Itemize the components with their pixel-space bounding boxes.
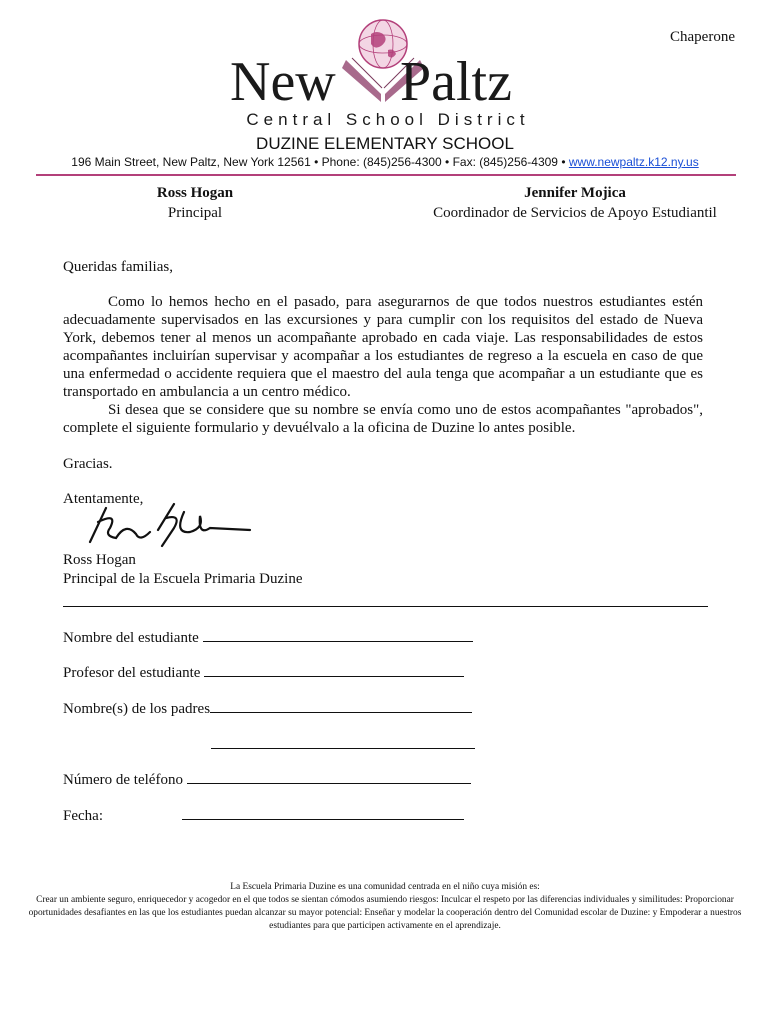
address-line	[0, 155, 770, 169]
student-name-row	[63, 627, 473, 647]
student-name-label: Nombre del estudiante	[63, 630, 199, 646]
date-field[interactable]	[182, 805, 464, 820]
parents-field[interactable]	[210, 698, 472, 713]
mission-intro: La Escuela Primaria Duzine es una comunidad centrada en el niño cuya misión es:	[230, 882, 540, 892]
signer-name: Ross Hogan	[63, 552, 136, 568]
logo-subtitle: Central School District	[246, 110, 530, 129]
phone-field[interactable]	[187, 769, 471, 784]
student-name-field[interactable]	[203, 627, 473, 642]
website-link[interactable]: www.newpaltz.k12.ny.us	[568, 155, 699, 169]
paragraph-1: Como lo hemos hecho en el pasado, para asegurarnos de que todos nuestros estudiantes estén adecuadamente supervisados en las excursiones y para cumplir con los requisitos del estado de Nueva York, debemos tener al menos un acompañante aprobado en cada viaje. Las responsabilidades de estos acompañantes incluirían supervisar y acompañar a los estudiantes de regreso a la escuela en caso de que una enfermedad o accidente requiera que el maestro del aula tenga que acompañar a un estudiante que es transportado en ambulancia a un centro médico.	[63, 294, 703, 400]
header-divider	[36, 174, 736, 176]
parents-label: Nombre(s) de los padres	[63, 701, 211, 717]
principal-name: Ross Hogan	[156, 185, 234, 201]
signer-title: Principal de la Escuela Primaria Duzine	[63, 571, 303, 587]
coordinator-title: Coordinador de Servicios de Apoyo Estudiantil	[433, 205, 717, 221]
principal-block	[110, 183, 280, 223]
form-divider	[63, 606, 708, 607]
coordinator-block	[410, 183, 740, 223]
coordinator-name: Jennifer Mojica	[524, 185, 626, 201]
school-name: DUZINE ELEMENTARY SCHOOL	[256, 134, 514, 153]
letter-body	[63, 293, 703, 437]
phone-row	[63, 769, 471, 789]
address-text: 196 Main Street, New Paltz, New York 12561 • Phone: (845)256-4300 • Fax: (845)256-4309 •	[71, 155, 569, 169]
mission-text: Crear un ambiente seguro, enriquecedor y acogedor en el que todos se sientan cómodos asumiendo riesgos: Inculcar el respeto por las diferencias individuales y similitudes: Proporcionar oportunidades desafiantes en las que los estudiantes puedan alcanzar su mayor potencial: Enseñar y modelar la cooperación dentro del Comunidad escolar de Duzine: y Empoderar a nuestros estudiantes para que participen activamente en el aprendizaje.	[28, 895, 742, 931]
date-row	[63, 805, 464, 825]
district-logo	[228, 14, 548, 134]
date-label: Fecha:	[63, 808, 103, 824]
parents-field-2[interactable]	[211, 734, 475, 749]
paragraph-2: Si desea que se considere que su nombre se envía como uno de estos acompañantes "aprobados", complete el siguiente formulario y devuélvalo a la oficina de Duzine lo antes posible.	[63, 402, 703, 436]
thanks-text: Gracias.	[63, 456, 113, 472]
parents-row	[63, 698, 472, 718]
chaperone-label: Chaperone	[670, 29, 735, 45]
greeting: Queridas familias,	[63, 259, 173, 275]
logo-word-new: New	[230, 51, 336, 113]
handwritten-signature	[88, 500, 253, 550]
teacher-row	[63, 662, 464, 682]
closing-text: Atentamente,	[63, 491, 144, 507]
phone-label: Número de teléfono	[63, 772, 183, 788]
teacher-field[interactable]	[204, 662, 464, 677]
parents-row-2	[211, 734, 475, 754]
mission-footer	[20, 881, 750, 933]
logo-word-paltz: Paltz	[400, 51, 512, 113]
principal-title: Principal	[167, 205, 223, 221]
teacher-label: Profesor del estudiante	[63, 665, 201, 681]
